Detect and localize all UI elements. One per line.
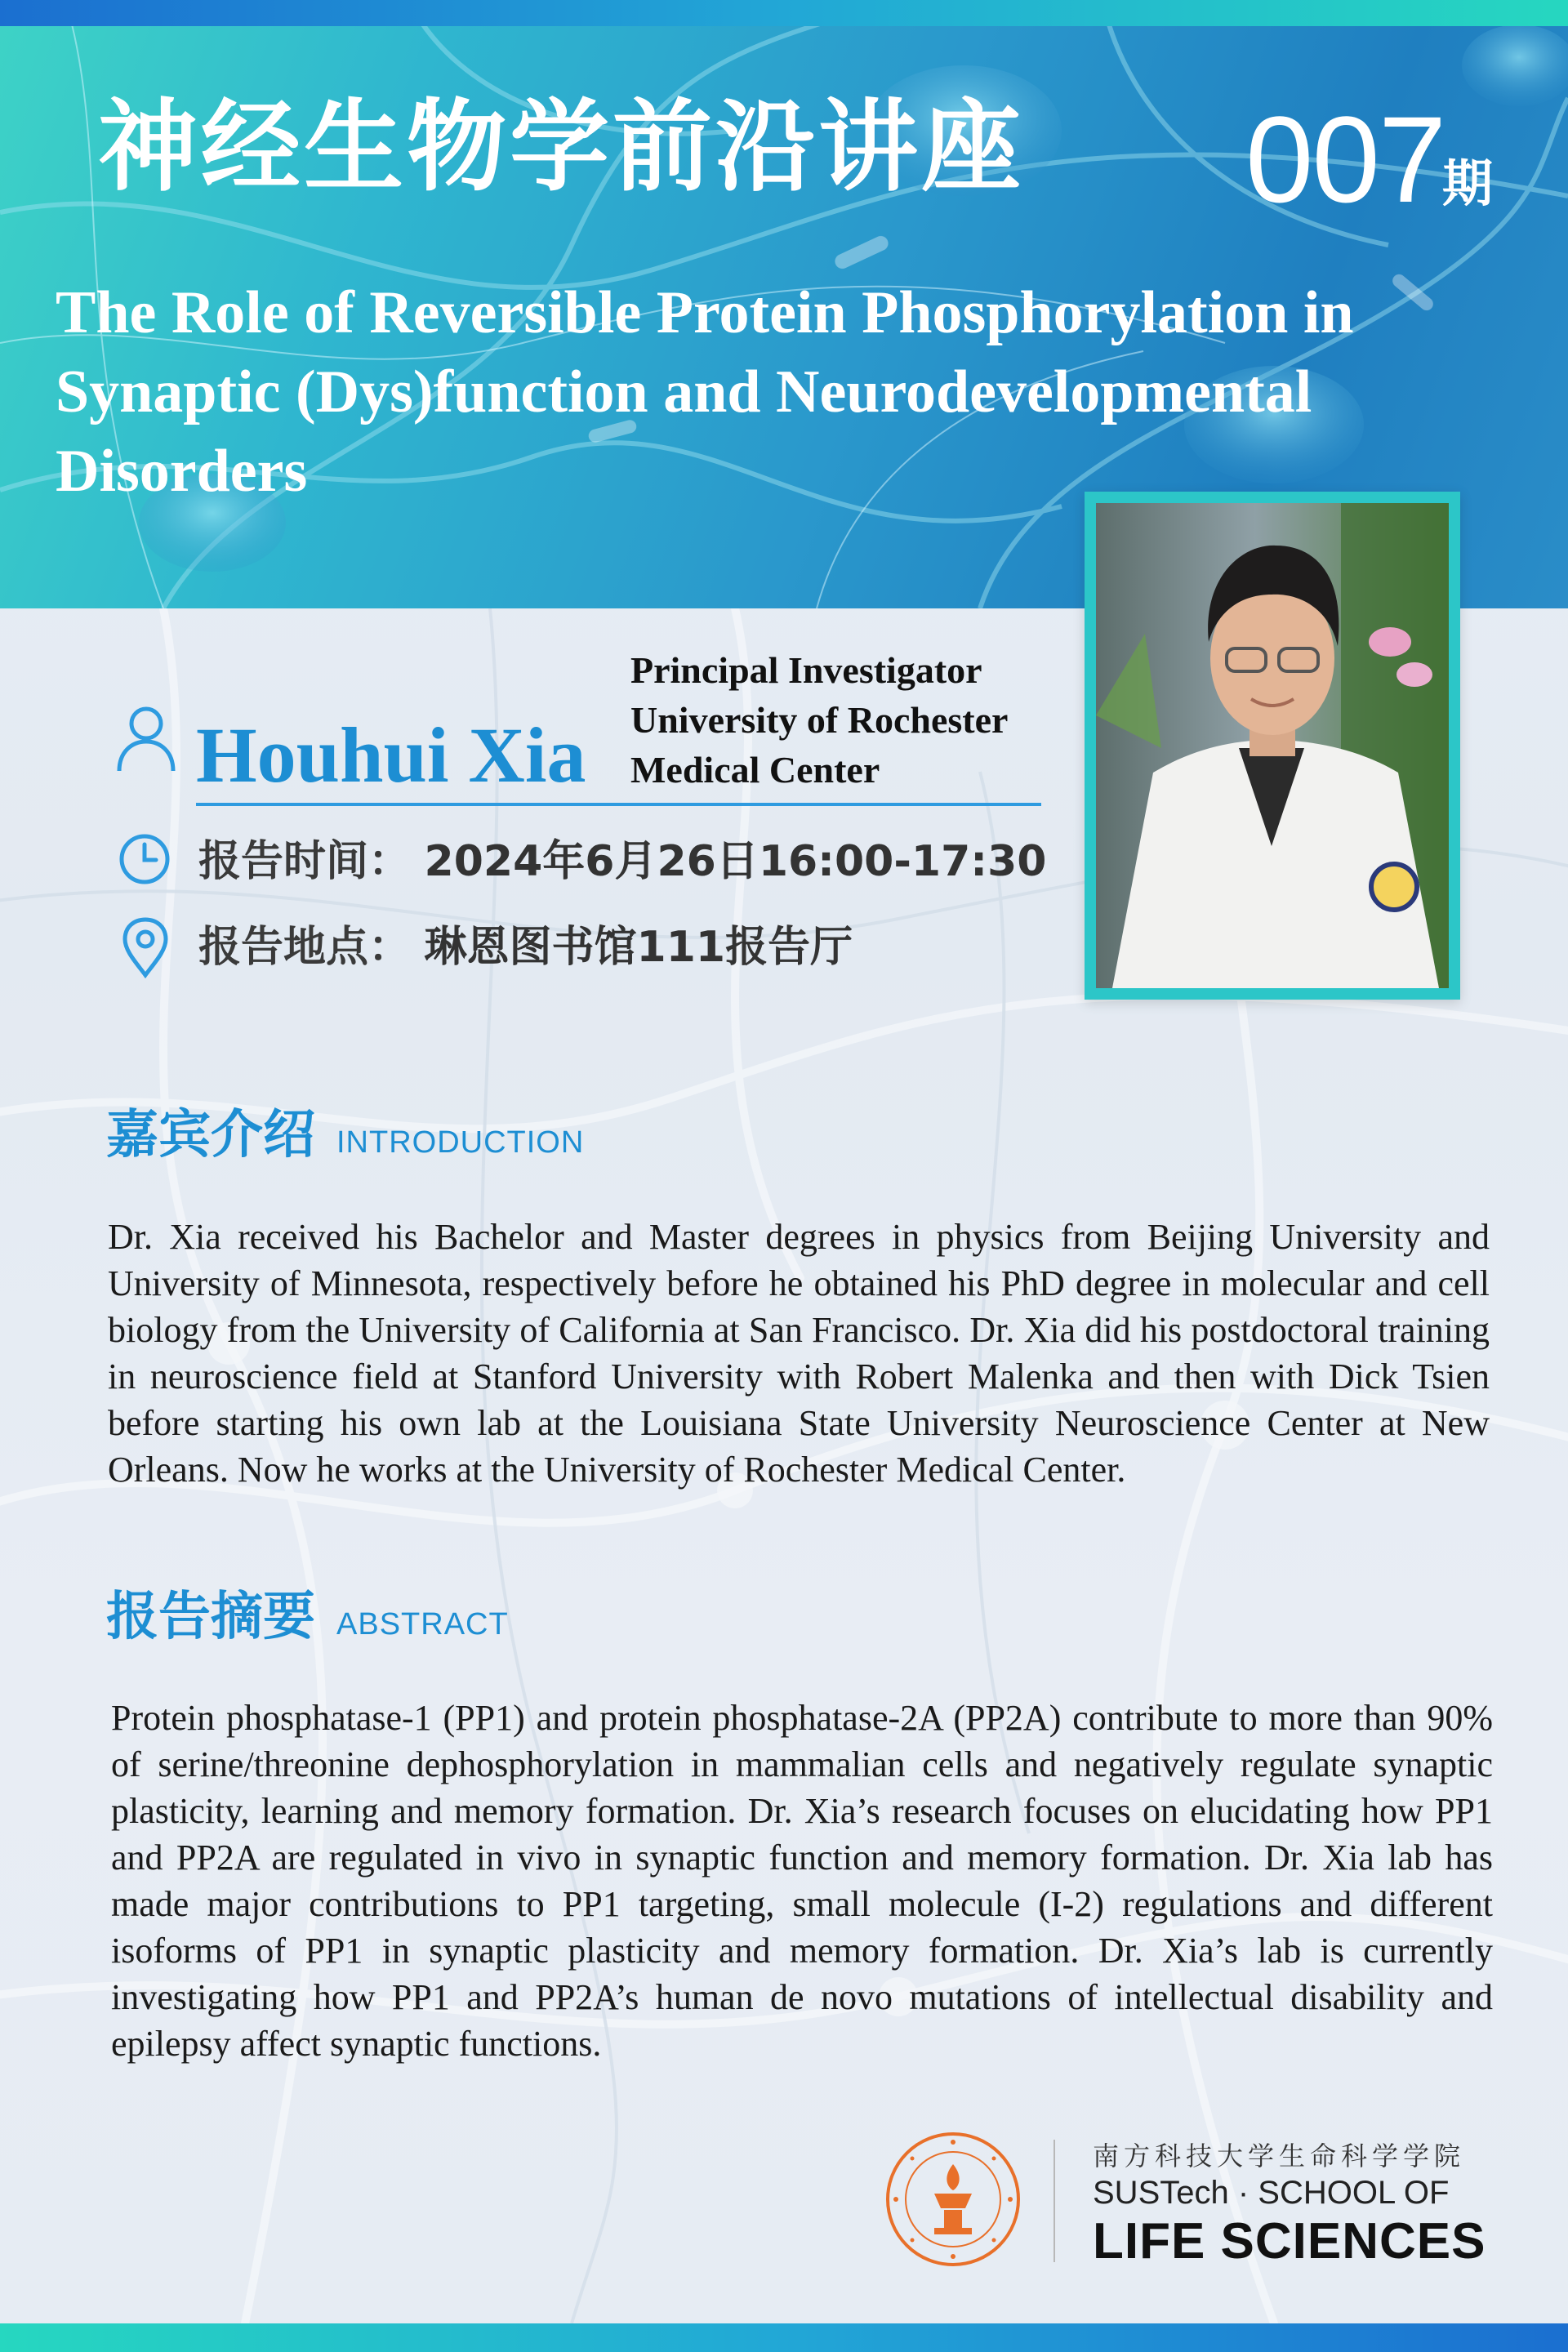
school-name-en-line2: LIFE SCIENCES xyxy=(1093,2213,1486,2270)
school-name-zh: 南方科技大学生命科学学院 xyxy=(1093,2140,1466,2172)
top-accent-strip xyxy=(0,0,1568,26)
affiliation-unit: Medical Center xyxy=(630,749,880,791)
abstract-text: Protein phosphatase-1 (PP1) and protein phosphatase-2A (PP2A) contribute to more than 90% of serine/threonine dephosphorylation in mammalian cells and negatively regulate synaptic plasticity, learning and memory formation. Dr. Xia’s research focuses on elucidating how PP1 and PP2A are regulated in vivo in synaptic function and memory formation. Dr. Xia lab has made major contributions to PP1 targeting, small molecule (I-2) regulations and different isoforms of PP1 in synaptic plasticity and memory formation. Dr. Xia’s lab is currently investigating how PP1 and PP2A’s human de novo mutations of intellectual disability and epilepsy affect synaptic functions. xyxy=(111,1698,1493,2064)
abstract-heading-zh: 报告摘要 xyxy=(106,1587,315,1647)
talk-title: The Role of Reversible Protein Phosphorylation in Synaptic (Dys)function and Neurodevelopmental Disorders xyxy=(56,279,1354,505)
issue-suffix: 期 xyxy=(1442,154,1494,213)
event-place xyxy=(198,923,853,972)
event-place-value: 琳恩图书馆111报告厅 xyxy=(424,923,853,972)
speaker-photo xyxy=(1096,503,1449,988)
affiliation-institution: University of Rochester xyxy=(630,699,1009,741)
speaker-affiliation xyxy=(630,645,1008,795)
event-time-value: 2024年6月26日16:00-17:30 xyxy=(424,837,1047,886)
introduction-heading-en: INTRODUCTION xyxy=(336,1125,585,1160)
event-time-label: 报告时间： xyxy=(198,837,412,886)
speaker-name: Houhui Xia xyxy=(196,711,586,799)
issue-number: 007 xyxy=(1245,91,1446,228)
person-icon xyxy=(114,704,178,773)
location-pin-icon xyxy=(121,916,170,978)
introduction-text: Dr. Xia received his Bachelor and Master degrees in physics from Beijing University and University of Minnesota, respectively before he obtained his PhD degree in molecular and cell biology from the University of California at San Francisco. Dr. Xia did his postdoctoral training in neuroscience field at Stanford University with Robert Malenka and then with Dick Tsien before starting his own lab at the Louisiana State University Neuroscience Center at New Orleans. Now he works at the University of Rochester Medical Center. xyxy=(108,1217,1490,1490)
event-place-label: 报告地点： xyxy=(198,923,412,972)
introduction-heading-zh: 嘉宾介绍 xyxy=(106,1105,315,1165)
speaker-divider xyxy=(196,803,1041,806)
affiliation-title: Principal Investigator xyxy=(630,649,982,691)
abstract-heading-en: ABSTRACT xyxy=(336,1607,509,1642)
logo-divider xyxy=(1054,2140,1055,2262)
clock-icon xyxy=(118,833,171,885)
speaker-photo-frame xyxy=(1085,492,1460,1000)
abstract-heading xyxy=(106,1584,509,1650)
sustech-seal-icon xyxy=(884,2130,1022,2269)
event-time xyxy=(198,837,1046,886)
bottom-accent-strip xyxy=(0,2323,1568,2352)
school-name-en-line1: SUSTech · SCHOOL OF xyxy=(1093,2175,1450,2211)
series-title: 神经生物学前沿讲座 xyxy=(98,89,1024,205)
introduction-heading xyxy=(106,1102,584,1168)
